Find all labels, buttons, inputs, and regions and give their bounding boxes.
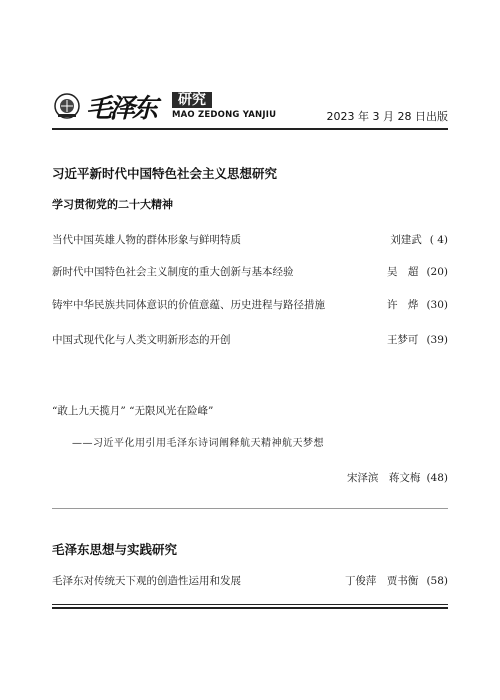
header-rule <box>52 128 448 130</box>
entry-author: 王梦可 <box>386 334 419 346</box>
entry-page: ( 4) <box>429 234 448 246</box>
section-title: 毛泽东思想与实践研究 <box>52 542 178 557</box>
toc-entry[interactable] <box>52 573 448 589</box>
masthead-title: 毛泽东 <box>86 94 156 124</box>
toc-entry[interactable] <box>52 264 448 280</box>
entry-title: 铸牢中华民族共同体意识的价值意蕴、历史进程与路径措施 <box>52 299 325 311</box>
feature-page: (48) <box>426 472 448 484</box>
footer-rule <box>52 604 448 605</box>
entry-title: 新时代中国特色社会主义制度的重大创新与基本经验 <box>52 266 294 278</box>
entry-author: 吴 超 <box>386 266 419 278</box>
issue-date: 2023 年 3 月 28 日出版 <box>326 110 448 123</box>
emblem-icon <box>52 92 82 120</box>
entry-page: (20) <box>426 266 448 278</box>
footer-rule-thick <box>52 607 448 609</box>
section-divider <box>52 508 448 509</box>
masthead-english: MAO ZEDONG YANJIU <box>172 110 277 120</box>
section-title: 习近平新时代中国特色社会主义思想研究 <box>52 166 278 181</box>
entry-author: 刘建武 <box>390 234 422 246</box>
feature-title[interactable]: “敢上九天揽月” “无限风光在险峰” <box>52 405 214 417</box>
entry-title: 当代中国英雄人物的群体形象与鲜明特质 <box>52 234 241 246</box>
entry-title: 毛泽东对传统天下观的创造性运用和发展 <box>52 575 241 587</box>
masthead <box>52 86 448 126</box>
entry-author: 许 烨 <box>386 299 419 311</box>
entry-author: 丁俊萍 贾书衡 <box>344 575 419 587</box>
toc-entry[interactable] <box>52 232 448 248</box>
entry-page: (39) <box>426 334 448 346</box>
feature-byline <box>347 470 448 485</box>
toc-entry[interactable] <box>52 332 448 348</box>
entry-title: 中国式现代化与人类文明新形态的开创 <box>52 334 231 346</box>
entry-page: (30) <box>426 299 448 311</box>
subsection-title: 学习贯彻党的二十大精神 <box>52 198 173 211</box>
masthead-subtitle: 研究 <box>172 92 212 108</box>
entry-page: (58) <box>426 575 448 587</box>
toc-entry[interactable] <box>52 297 448 313</box>
feature-subtitle: ——习近平化用引用毛泽东诗词阐释航天精神航天梦想 <box>72 438 324 449</box>
feature-authors: 宋泽滨 蒋文梅 <box>346 472 421 484</box>
